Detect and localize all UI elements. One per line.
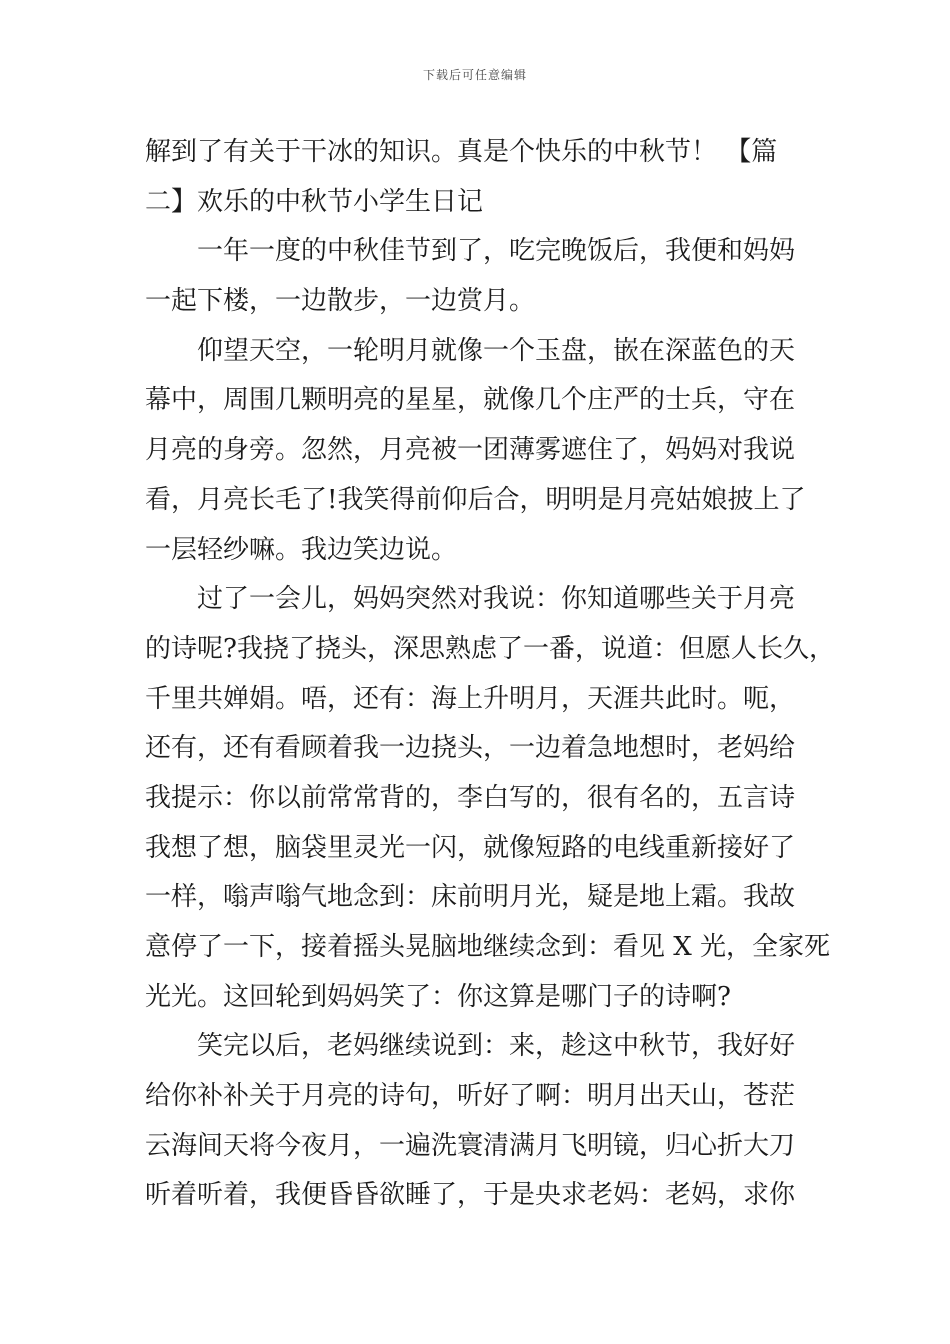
text-line: 一样，嗡声嗡气地念到：床前明月光，疑是地上霜。我故 [145, 882, 796, 913]
text-line: 解到了有关于干冰的知识。真是个快乐的中秋节！ 【篇 [145, 137, 778, 167]
text-line: 光光。这回轮到妈妈笑了：你这算是哪门子的诗啊? [145, 981, 731, 1012]
text-line: 还有，还有看顾着我一边挠头，一边着急地想时，老妈给 [145, 733, 796, 764]
text-line: 给你补补关于月亮的诗句，听好了啊：明月出天山，苍茫 [145, 1081, 796, 1112]
text-line: 二】欢乐的中秋节小学生日记 [145, 186, 484, 217]
text-line: 意停了一下，接着摇头晃脑地继续念到：看见 X 光，全家死 [145, 932, 831, 962]
document-body [145, 128, 835, 1221]
text-line: 幕中，周围几颗明亮的星星，就像几个庄严的士兵，守在 [145, 385, 796, 416]
page-header: 下载后可任意编辑 [422, 68, 527, 82]
text-line: 笑完以后，老妈继续说到：来，趁这中秋节，我好好 [197, 1031, 796, 1062]
text-line: 千里共婵娟。唔，还有：海上升明月，天涯共此时。呃， [145, 683, 796, 714]
text-line: 的诗呢?我挠了挠头，深思熟虑了一番，说道：但愿人长久， [145, 633, 835, 664]
text-line: 一层轻纱嘛。我边笑边说。 [145, 534, 458, 565]
text-line: 我想了想，脑袋里灵光一闪，就像短路的电线重新接好了 [145, 832, 796, 863]
text-line: 过了一会儿，妈妈突然对我说：你知道哪些关于月亮 [197, 584, 796, 615]
text-line: 看，月亮长毛了!我笑得前仰后合，明明是月亮姑娘披上了 [145, 484, 806, 515]
text-line: 我提示：你以前常常背的，李白写的，很有名的，五言诗 [145, 782, 796, 813]
text-line: 一年一度的中秋佳节到了，吃完晚饭后，我便和妈妈 [197, 236, 796, 267]
text-line: 月亮的身旁。忽然，月亮被一团薄雾遮住了，妈妈对我说 [145, 435, 796, 466]
text-line: 听着听着，我便昏昏欲睡了，于是央求老妈：老妈，求你 [145, 1180, 796, 1211]
text-line: 一起下楼，一边散步，一边赏月。 [145, 286, 536, 317]
text-line: 云海间天将今夜月，一遍洗寰清满月飞明镜，归心折大刀 [145, 1130, 796, 1161]
text-line: 仰望天空，一轮明月就像一个玉盘，嵌在深蓝色的天 [197, 335, 796, 366]
